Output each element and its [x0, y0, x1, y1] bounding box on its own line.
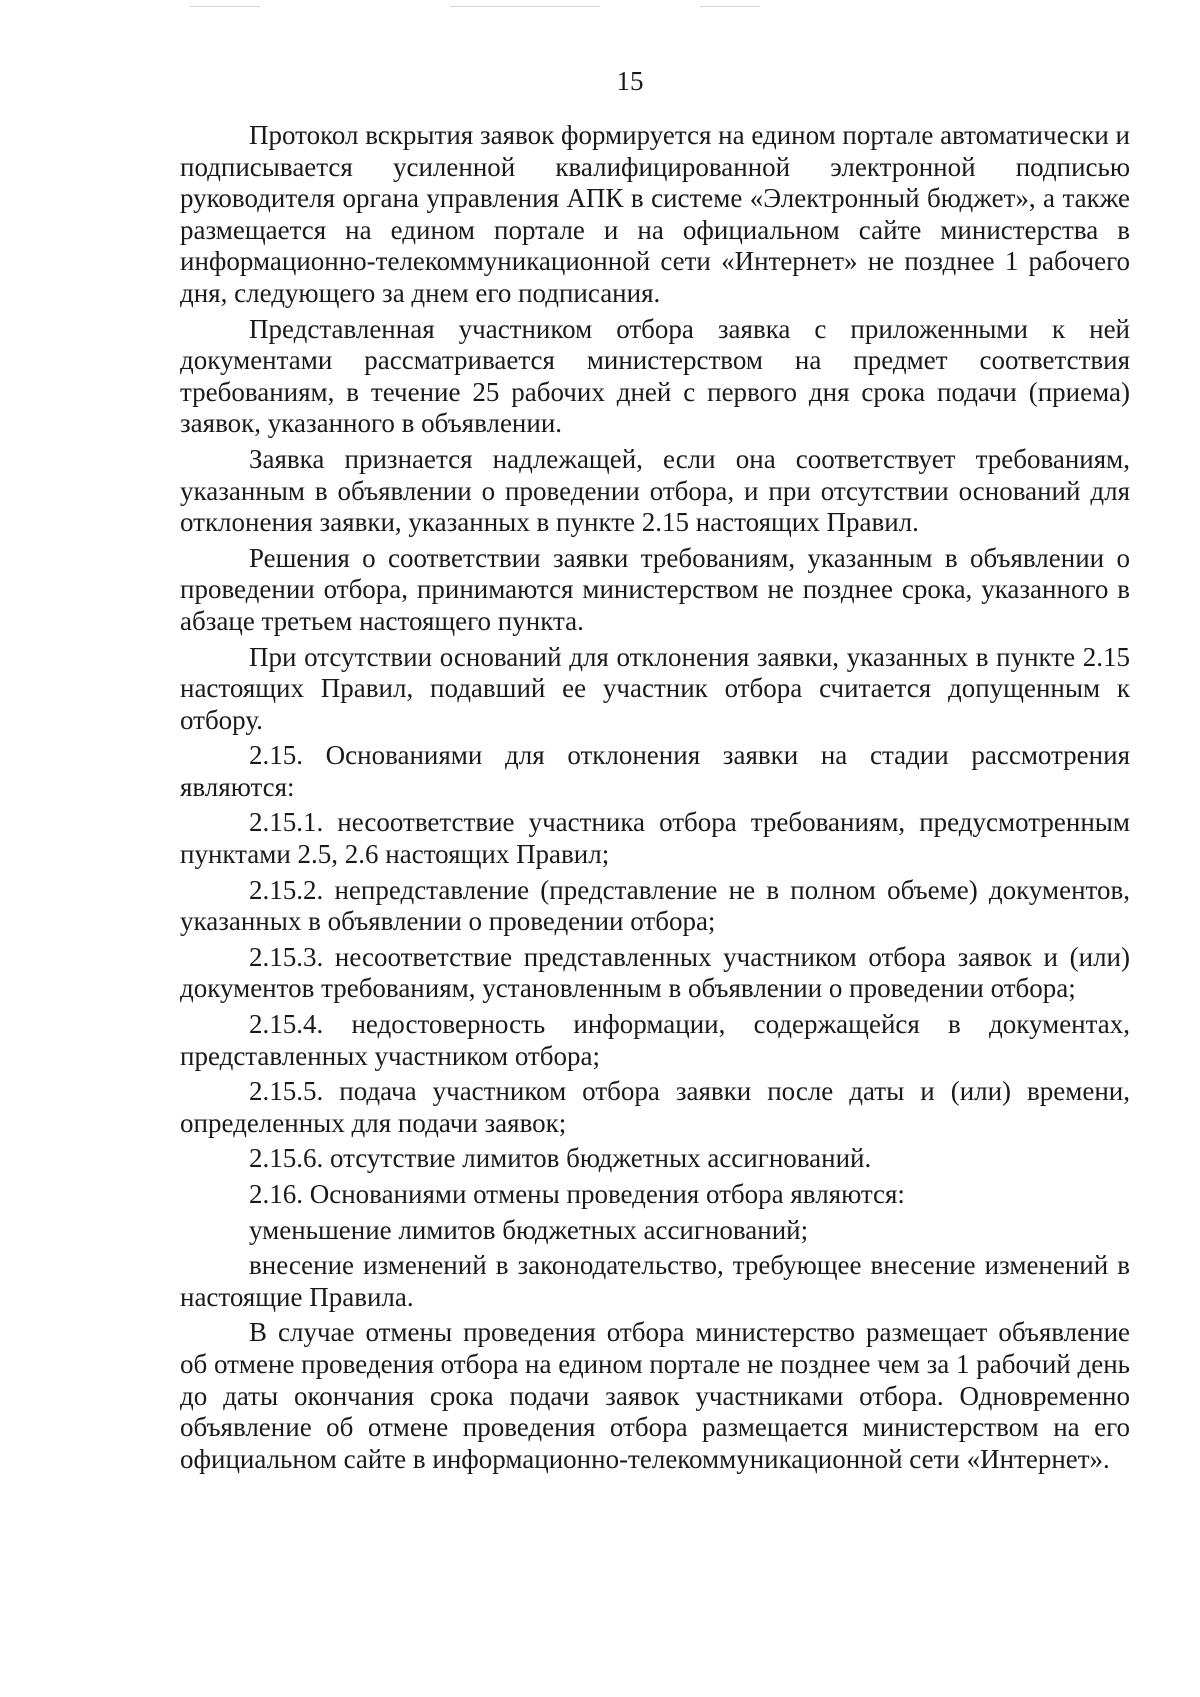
paragraph-proper-application: Заявка признается надлежащей, если она соответствует требованиям, указанным в объявлении о проведении отбора, и при отсутствии оснований для отклонения заявки, указанных в пункте 2.15 настоящих Правил. [180, 443, 1130, 538]
paragraph-cancellation-notice: В случае отмены проведения отбора министерство размещает объявление об отмене проведения отбора на едином портале не позднее чем за 1 рабочий день до даты окончания срока подачи заявок участниками отбора. Одновременно объявление об отмене проведения отбора размещается министерством на его официальном сайте в информационно-телекоммуникационной сети «Интернет». [180, 1317, 1130, 1474]
paragraph-application-review: Представленная участником отбора заявка с приложенными к ней документами рассматривается министерством на предмет соответствия требованиям, в течение 25 рабочих дней с первого дня срока подачи (приема) заявок, указанного в объявлении. [180, 313, 1130, 439]
document-body [180, 120, 1130, 1475]
clause-2-16-item-1: уменьшение лимитов бюджетных ассигнований; [249, 1214, 809, 1245]
clause-2-15-5: 2.15.5. подача участником отбора заявки после даты и (или) времени, определенных для подачи заявок; [180, 1076, 1130, 1138]
clause-2-16: 2.16. Основаниями отмены проведения отбора являются: [249, 1179, 905, 1209]
paragraph-protocol: Протокол вскрытия заявок формируется на едином портале автоматически и подписывается усиленной квалифицированной электронной подписью руководителя органа управления АПК в системе «Электронный бюджет», а также размещается на едином портале и на официальном сайте министерства в информационно-телекоммуникационной сети «Интернет» не позднее 1 рабочего дня, следующего за днем его подписания. [180, 120, 1130, 308]
paragraph-decisions: Решения о соответствии заявки требованиям, указанным в объявлении о проведении отбора, принимаются министерством не позднее срока, указанного в абзаце третьем настоящего пункта. [180, 542, 1130, 636]
clause-2-15-4: 2.15.4. недостоверность информации, содержащейся в документах, представленных участником отбора; [180, 1009, 1130, 1071]
paragraph-admission: При отсутствии оснований для отклонения заявки, указанных в пункте 2.15 настоящих Правил, подавший ее участник отбора считается допущенным к отбору. [180, 641, 1130, 735]
clause-2-15-6: 2.15.6. отсутствие лимитов бюджетных ассигнований. [249, 1143, 872, 1174]
scan-artifact [450, 6, 600, 7]
clause-2-15: 2.15. Основаниями для отклонения заявки на стадии рассмотрения являются: [180, 740, 1130, 802]
clause-2-16-item-2: внесение изменений в законодательство, требующее внесение изменений в настоящие Правила. [180, 1250, 1130, 1312]
clause-2-15-3: 2.15.3. несоответствие представленных участником отбора заявок и (или) документов требованиям, установленным в объявлении о проведении отбора; [180, 941, 1130, 1004]
clause-2-15-2: 2.15.2. непредставление (представление не в полном объеме) документов, указанных в объявлении о проведении отбора; [180, 874, 1130, 937]
scan-artifact [700, 6, 760, 7]
scan-artifact [190, 6, 260, 7]
page-number: 15 [616, 66, 644, 96]
clause-2-15-1: 2.15.1. несоответствие участника отбора требованиям, предусмотренным пунктами 2.5, 2.6 настоящих Правил; [180, 807, 1130, 870]
